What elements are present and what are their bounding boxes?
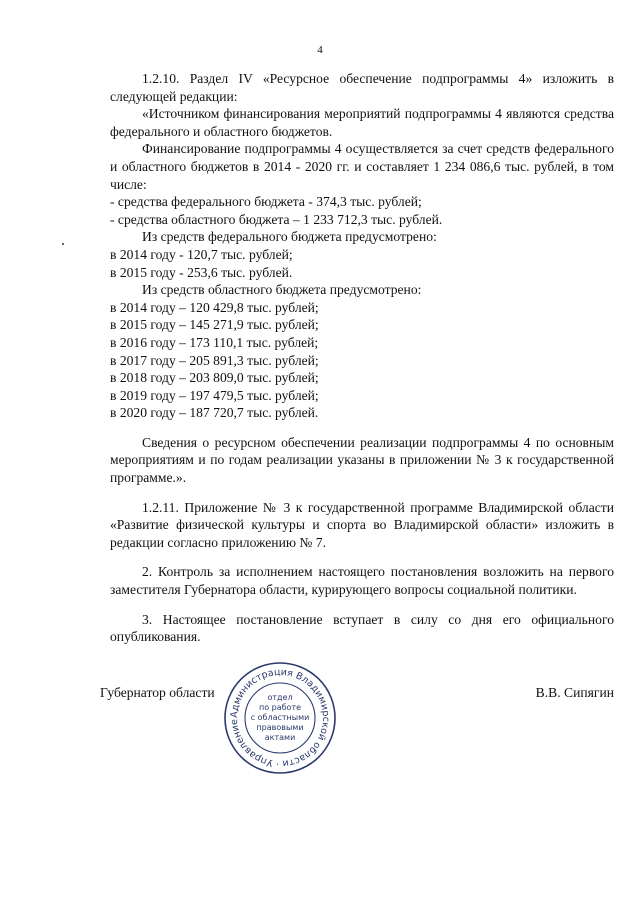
- list-item: в 2015 году - 253,6 тыс. рублей.: [110, 264, 293, 280]
- list-item: в 2014 году – 120 429,8 тыс. рублей;: [110, 299, 319, 315]
- signatory-name: В.В. Сипягин: [535, 685, 614, 700]
- stamp-inner-line: по работе: [258, 703, 302, 712]
- list-item: в 2017 году – 205 891,3 тыс. рублей;: [110, 352, 319, 368]
- paragraph-funding-total: Финансирование подпрограммы 4 осуществляется за счет средств федерального и областного бюджетов в 2014 - 2020 гг. и составляет 1 234 086,6 тыс. рублей, в том числе:: [110, 141, 614, 192]
- stamp-inner-line: правовыми: [256, 723, 304, 732]
- paragraph-1-2-10: 1.2.10. Раздел IV «Ресурсное обеспечение подпрограммы 4» изложить в следующей редакции:: [110, 71, 614, 104]
- regional-budget-heading: Из средств областного бюджета предусмотрено:: [142, 282, 422, 298]
- stamp-ring-text: Администрация Владимирской области · Управление: [228, 666, 332, 770]
- official-stamp: [222, 660, 338, 776]
- stamp-inner-line: с областными: [250, 713, 310, 722]
- signatory-position: Губернатор области: [100, 685, 215, 700]
- stamp-seal-icon: [222, 660, 338, 776]
- paragraph-control: 2. Контроль за исполнением настоящего постановления возложить на первого заместителя Губернатора области, курирующего вопросы социальной политики.: [110, 564, 614, 598]
- paragraph-appendix-reference: Сведения о ресурсном обеспечении реализации подпрограммы 4 по основным мероприятиям и по годам реализации указаны в приложении № 3 к государственной программе.».: [110, 434, 614, 486]
- scan-dot: [62, 243, 64, 245]
- list-item: в 2016 году – 173 110,1 тыс. рублей;: [110, 334, 319, 350]
- page-number: 4: [317, 44, 323, 56]
- list-item: в 2015 году – 145 271,9 тыс. рублей;: [110, 317, 319, 333]
- list-item: в 2020 году – 187 720,7 тыс. рублей.: [110, 405, 319, 421]
- paragraph-funding-source: «Источником финансирования мероприятий подпрограммы 4 являются средства федерального и областного бюджетов.: [110, 106, 614, 139]
- regional-years-list: [110, 299, 614, 422]
- federal-years-list: [110, 246, 614, 281]
- list-item: в 2019 году – 197 479,5 тыс. рублей;: [110, 387, 319, 403]
- paragraph-1-2-11: 1.2.11. Приложение № 3 к государственной программе Владимирской области «Развитие физической культуры и спорта во Владимирской области» изложить в редакции согласно приложению № 7.: [110, 499, 614, 550]
- signature-row: [100, 685, 614, 705]
- federal-budget-line: - средства федерального бюджета - 374,3 тыс. рублей;: [110, 194, 422, 210]
- stamp-inner-line: актами: [264, 733, 296, 742]
- stamp-inner-line: отдел: [267, 693, 293, 702]
- federal-budget-heading: Из средств федерального бюджета предусмотрено:: [142, 229, 437, 245]
- list-item: в 2018 году – 203 809,0 тыс. рублей;: [110, 370, 319, 386]
- paragraph-effective-date: 3. Настоящее постановление вступает в силу со дня его официального опубликования.: [110, 611, 614, 645]
- document-body: [110, 70, 614, 646]
- list-item: в 2014 году - 120,7 тыс. рублей;: [110, 246, 293, 262]
- regional-budget-line: - средства областного бюджета – 1 233 712,3 тыс. рублей.: [110, 211, 443, 227]
